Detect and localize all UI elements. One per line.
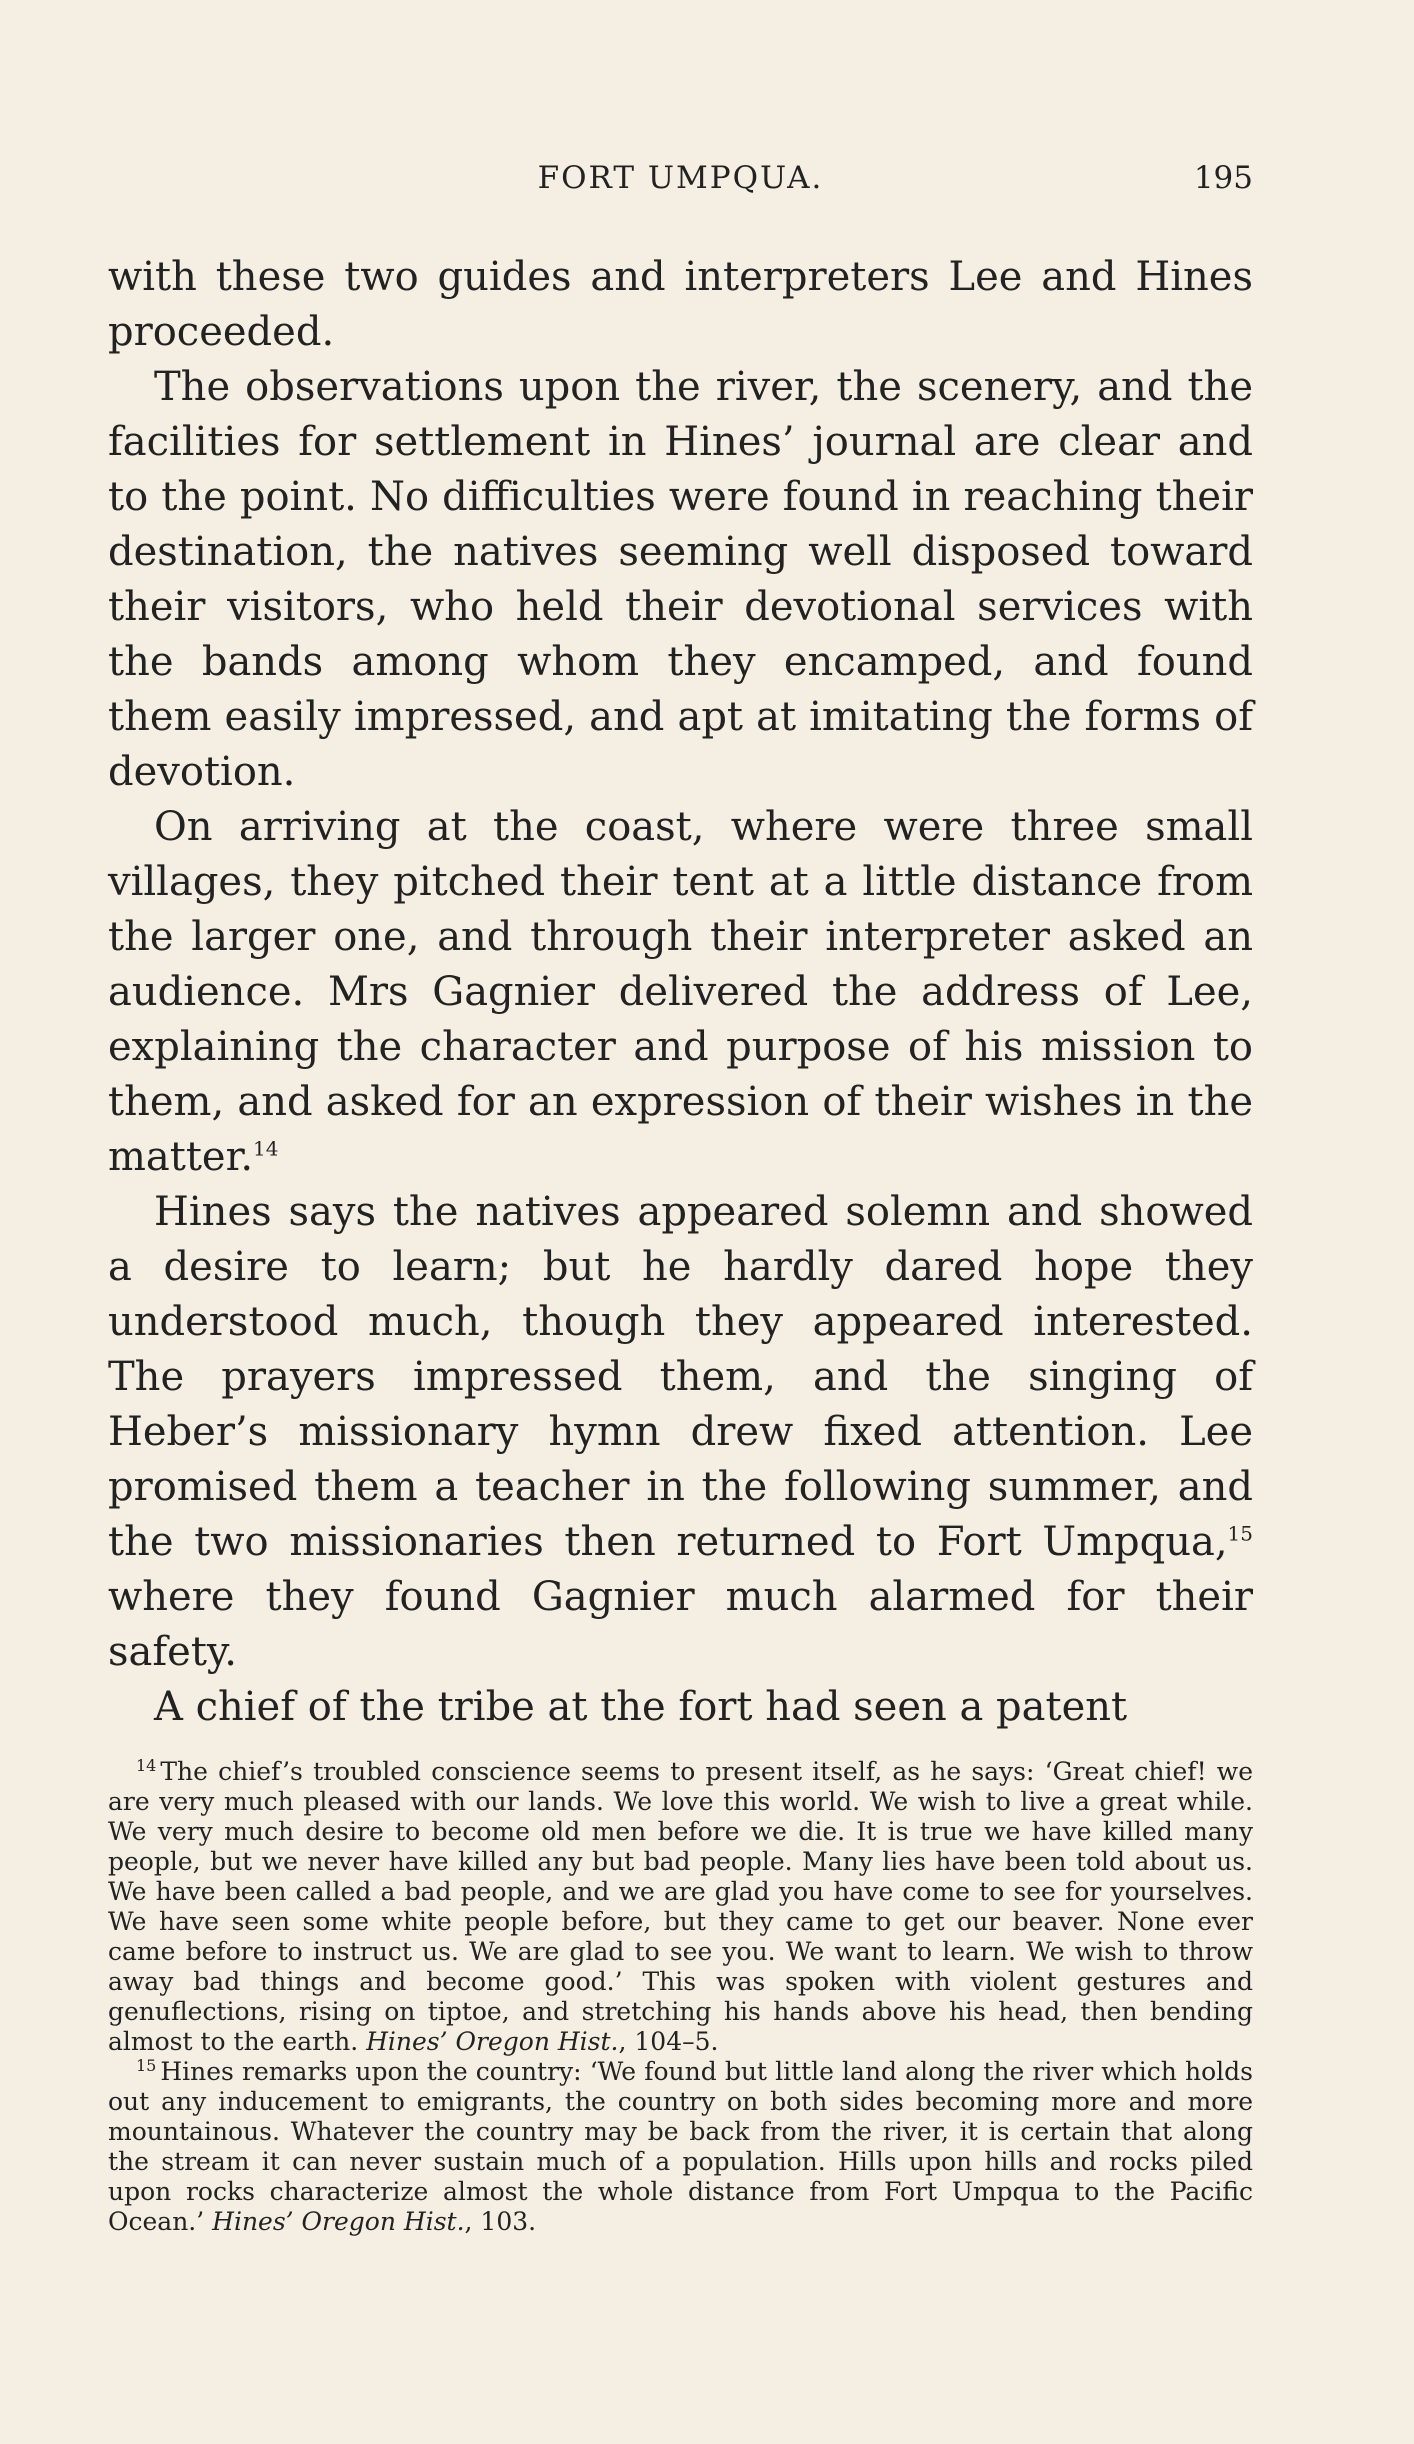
main-text — [108, 250, 1253, 1735]
paragraph-3-text: On arriving at the coast, where were three small villages, they pitched their tent at a little distance from the larger one, and through their interpreter asked an audience. Mrs Gagnier delivered the address of Lee, explaining the character and purpose of his mission to them, and asked for an expression of their wishes in the matter. — [108, 804, 1253, 1180]
page-number: 195 — [1193, 160, 1253, 196]
footnote-15-citation: Hines’ Oregon Hist. — [212, 2207, 465, 2236]
footnote-15-text: Hines remarks upon the country: ‘We found but little land along the river which holds out any inducement to emigrants, the country on both sides becoming more and more mountainous. Whatever the country may be back from the river, it is certain that along the stream it can never sustain much of a population. Hills upon hills and rocks piled upon rocks characterize almost the whole distance from Fort Umpqua to the Pacific Ocean.’ — [108, 2057, 1253, 2236]
paragraph-2: The observations upon the river, the scenery, and the facilities for settlement in Hines’ journal are clear and to the point. No difficulties were found in reaching their destination, the natives seeming well disposed toward their visitors, who held their devotional services with the bands among whom they encamped, and found them easily impressed, and apt at imitating the forms of devotion. — [108, 364, 1253, 795]
footnote-15-pages: , 103. — [464, 2207, 537, 2236]
paragraph-4 — [108, 1185, 1253, 1680]
paragraph-3 — [108, 800, 1253, 1185]
paragraph-5: A chief of the tribe at the fort had seen a patent — [154, 1684, 1128, 1730]
paragraph-4-text-a: Hines says the natives appeared solemn and showed a desire to learn; but he hardly dared hope they understood much, though they appeared interested. The prayers impressed them, and the singing of Heber’s missionary hymn drew fixed attention. Lee promised them a teacher in the following summer, and the two missionaries then returned to Fort Umpqua, — [108, 1189, 1253, 1565]
running-head: FORT UMPQUA. — [537, 160, 824, 196]
footnote-14-text: The chief’s troubled conscience seems to present itself, as he says: ‘Great chief! we are very much pleased with our lands. We love this world. We wish to live a great while. We very much desire to become old men before we die. It is true we have killed many people, but we never have killed any but bad people. Many lies have been told about us. We have been called a bad people, and we are glad you have come to see for yourselves. We have seen some white people before, but they came to get our beaver. None ever came before to instruct us. We are glad to see you. We want to learn. We wish to throw away bad things and become good.’ This was spoken with violent gestures and genuflections, rising on tiptoe, and stretching his hands above his head, then bending almost to the earth. — [108, 1757, 1253, 2056]
footnote-14-number: 14 — [136, 1755, 157, 1775]
footnote-ref-15: 15 — [1227, 1521, 1253, 1546]
footnote-14-pages: , 104–5. — [618, 2027, 719, 2056]
footnote-14 — [108, 1757, 1253, 2057]
footnote-15 — [108, 2057, 1253, 2237]
page-header — [108, 150, 1253, 200]
footnotes — [108, 1757, 1253, 2237]
footnote-15-number: 15 — [136, 2055, 157, 2075]
footnote-14-citation: Hines’ Oregon Hist. — [366, 2027, 619, 2056]
book-page — [108, 150, 1253, 2237]
paragraph-4-text-b: where they found Gagnier much alarmed for their safety. — [108, 1574, 1253, 1675]
footnote-ref-14: 14 — [253, 1136, 279, 1161]
paragraph-1: with these two guides and interpreters Lee and Hines proceeded. — [108, 254, 1253, 355]
